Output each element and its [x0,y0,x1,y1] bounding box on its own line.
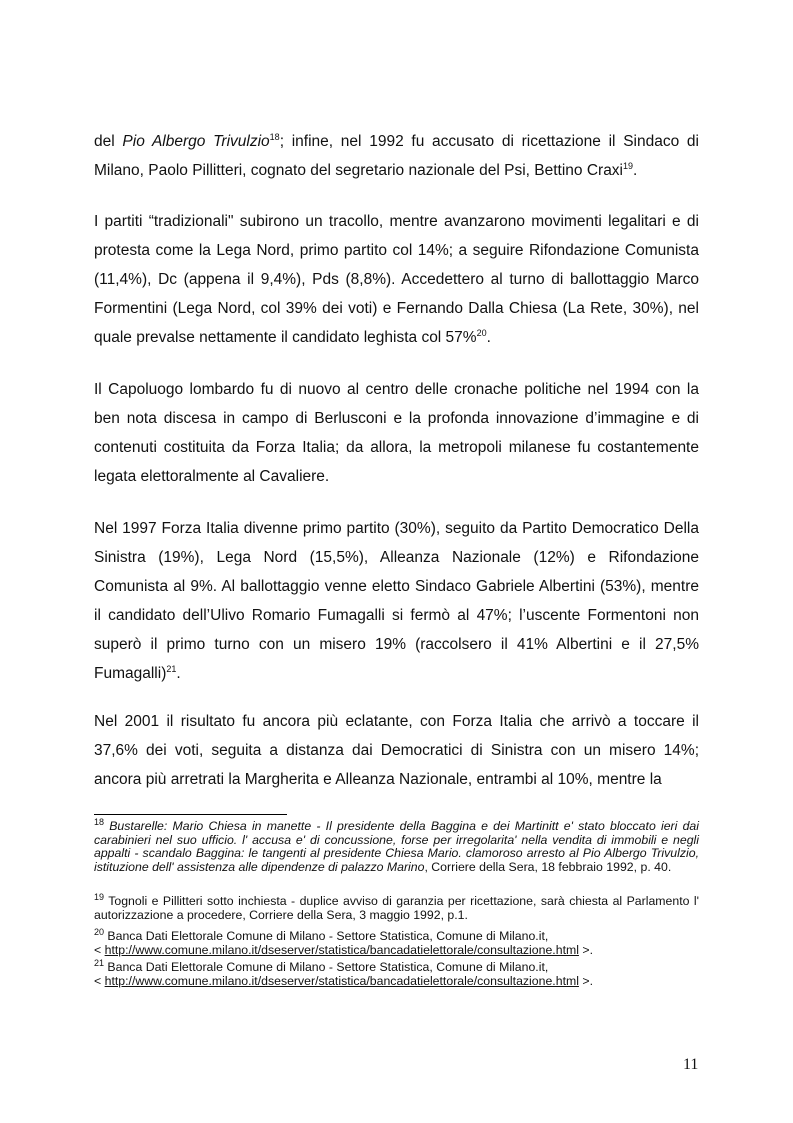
footnote-number: 19 [94,891,105,902]
italic-title: Pio Albergo Trivulzio [122,133,270,150]
paragraph-5 [94,707,699,794]
paragraph-text: . [176,665,181,682]
footnote-link[interactable]: http://www.comune.milano.it/dseserver/statistica/bancadatielettorale/consultazione.html [104,973,579,988]
footnote-number: 18 [94,816,105,827]
footnote-21 [94,957,699,988]
paragraph-text: . [633,162,638,179]
paragraph-text: Il Capoluogo lombardo fu di nuovo al centro delle cronache politiche nel 1994 con la ben nota discesa in campo di Berlusconi e la profonda innovazione d’immagine e di contenuti costituita da Forza Italia; da allora, la metropoli milanese fu costantemente legata elettoralmente al Cavaliere. [94,381,699,485]
footnote-link[interactable]: http://www.comune.milano.it/dseserver/statistica/bancadatielettorale/consultazione.html [104,942,579,957]
footnote-text: < [94,973,105,988]
footnote-text: , Corriere della Sera, 18 febbraio 1992, p. 40. [424,859,672,874]
footnote-number: 20 [94,926,105,937]
paragraph-1 [94,127,699,185]
footnote-ref-18[interactable]: 18 [269,131,280,142]
footnote-text: >. [578,942,593,957]
footnote-text: Banca Dati Elettorale Comune di Milano - Settore Statistica, Comune di Milano.it, [104,960,549,974]
paragraph-4 [94,514,699,688]
footnote-ref-19[interactable]: 19 [623,160,634,171]
footnote-number: 21 [94,957,105,968]
paragraph-3 [94,375,699,491]
footnote-ref-20[interactable]: 20 [476,327,487,338]
paragraph-text: Nel 1997 Forza Italia divenne primo partito (30%), seguito da Partito Democratico Della Sinistra (19%), Lega Nord (15,5%), Alleanza Nazionale (12%) e Rifondazione Comunista al 9%. Al ballottaggio venne eletto Sindaco Gabriele Albertini (53%), mentre il candidato dell’Ulivo Romario Fumagalli si fermò al 47%; l’uscente Formentoni non superò il primo turno con un misero 19% (raccolsero il 41% Albertini e il 27,5% Fumagalli) [94,520,699,682]
footnote-18 [94,816,699,874]
paragraph-text: del [94,133,123,150]
footnote-20 [94,926,699,957]
footnote-text: >. [578,973,593,988]
page-number: 11 [683,1056,699,1073]
footnote-title: Bustarelle: Mario Chiesa in manette - Il presidente della Baggina e dei Martinitt e' stato bloccato ieri dai carabinieri nel suo ufficio. l' accusa e' di concussione, forse per irregolarita' nella vendita di immobili e negli appalti - scandalo Baggina: le tangenti al presidente Chiesa Mario. clamoroso arresto al Pio Albergo Trivulzio, istituzione dell' assistenza alle dipendenze di palazzo Marino [94,819,699,874]
footnote-ref-21[interactable]: 21 [166,663,177,674]
paragraph-text: I partiti “tradizionali" subirono un tracollo, mentre avanzarono movimenti legalitari e di protesta come la Lega Nord, primo partito col 14%; a seguire Rifondazione Comunista (11,4%), Dc (appena il 9,4%), Pds (8,8%). Accedettero al turno di ballottaggio Marco Formentini (Lega Nord, col 39% dei voti) e Fernando Dalla Chiesa (La Rete, 30%), nel quale prevalse nettamente il candidato leghista col 57% [94,213,699,346]
paragraph-2 [94,207,699,352]
footnote-text: < [94,942,105,957]
footnote-text: Banca Dati Elettorale Comune di Milano - Settore Statistica, Comune di Milano.it, [104,929,549,943]
paragraph-text: ; infine, nel 1992 fu accusato di ricettazione il Sindaco di Milano, Paolo Pillitteri, cognato del segretario nazionale del Psi, Bettino Craxi [94,133,699,179]
footnote-19 [94,891,699,922]
paragraph-text: . [486,329,491,346]
footnote-text: Tognoli e Pillitteri sotto inchiesta - duplice avviso di garanzia per ricettazione, sarà chiesta al Parlamento l' autorizzazione a procedere, Corriere della Sera, 3 maggio 1992, p.1. [94,894,699,922]
paragraph-text: Nel 2001 il risultato fu ancora più eclatante, con Forza Italia che arrivò a toccare il 37,6% dei voti, seguita a distanza dai Democratici di Sinistra con un misero 14%; ancora più arretrati la Margherita e Alleanza Nazionale, entrambi al 10%, mentre la [94,713,699,788]
footnote-separator [94,814,287,815]
